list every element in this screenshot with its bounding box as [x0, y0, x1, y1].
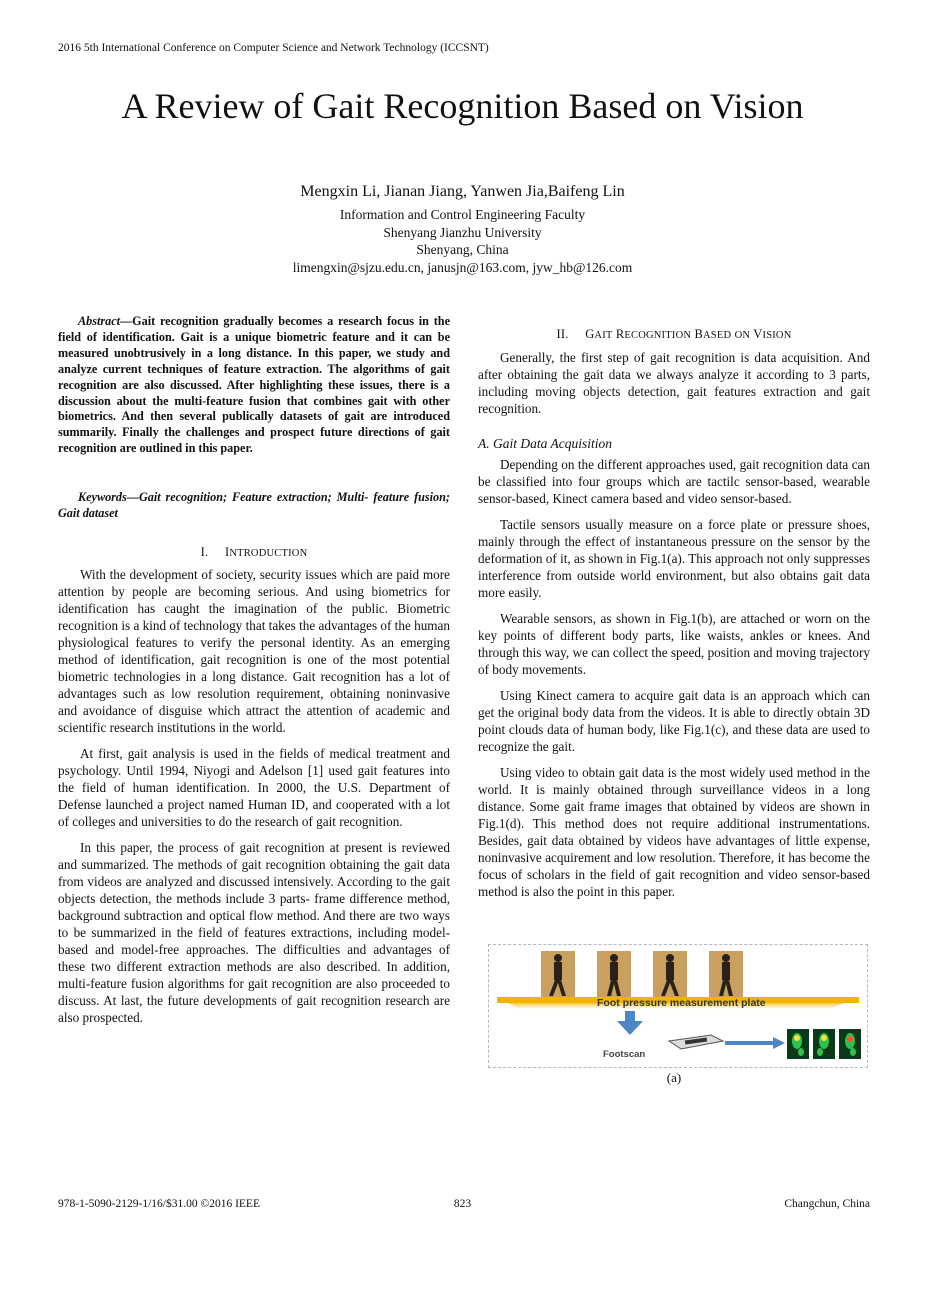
- section-number: I.: [200, 545, 209, 559]
- gait-paragraph-5: Using video to obtain gait data is the most widely used method in the world. It is mainly obtained through surveillance videos in a long distance. Some gait frame images that obtained by videos are shown in Fig.1(d). This method does not require additional instrumentations. Besides, gait data obtained by videos have advantages of little expense, noninvasive acquirement and low resolution. Therefore, it has become the focus of scholars in the field of gait recognition and video sensor-based method is also the point in this paper.: [478, 765, 870, 899]
- conference-header: 2016 5th International Conference on Computer Science and Network Technology (ICCSNT): [58, 42, 489, 54]
- abstract-dash: —: [119, 314, 133, 328]
- author-list: Mengxin Li, Jianan Jiang, Yanwen Jia,Baifeng Lin: [300, 183, 625, 200]
- footscan-illustration: [489, 945, 867, 1067]
- down-arrow-icon: [617, 1011, 643, 1035]
- section-gait-recognition: [478, 326, 870, 909]
- section2-word-ecognition: ECOGNITION: [624, 330, 692, 341]
- section2-word-on: ON: [734, 330, 751, 341]
- section2-initial-b: B: [694, 327, 704, 341]
- paper-title: A Review of Gait Recognition Based on Vision: [121, 86, 804, 126]
- section2-initial-g: G: [585, 327, 595, 341]
- section2-initial-r: R: [615, 327, 625, 341]
- walking-frames: [541, 951, 743, 997]
- section-title-rest: NTRODUCTION: [229, 548, 308, 559]
- abstract: [58, 314, 450, 457]
- section-heading-gait: [478, 326, 870, 344]
- section2-word-ased: ASED: [703, 330, 732, 341]
- abstract-label: Abstract: [78, 314, 120, 328]
- section2-intro: Generally, the first step of gait recognition is data acquisition. And after obtaining the gait data we always analyze it according to 3 parts, including moving objects detection, gait features extraction and gait recognition.: [478, 350, 870, 416]
- section-initial: I: [224, 545, 230, 559]
- affiliation: [0, 206, 925, 276]
- plate-label: Foot pressure measurement plate: [597, 997, 766, 1009]
- section2-number: II.: [556, 327, 569, 341]
- gait-paragraph-4: Using Kinect camera to acquire gait data is an approach which can get the original body data from the videos. It is able to directly obtain 3D point clouds data of human body, like Fig.1(c), and these data are used to recognize the gait.: [478, 688, 870, 754]
- section-introduction: [58, 544, 450, 1035]
- gait-paragraph-1: Depending on the different approaches used, gait recognition data can be classified into four groups which are tactilc sensor-based, wearable sensor-based, Kinect camera based and video sensor-based.: [478, 457, 870, 506]
- gait-paragraph-2: Tactile sensors usually measure on a force plate or pressure shoes, mainly through the effect of instantaneous pressure on the sensor by the deformation of it, as shown in Fig.1(a). This approach not only suppresses interference from outside world environment, but also obtains gait data more easily.: [478, 517, 870, 600]
- footprint-maps: [787, 1029, 861, 1059]
- affiliation-faculty: Information and Control Engineering Faculty: [339, 207, 586, 222]
- abstract-text: Gait recognition gradually becomes a research focus in the field of identification. Gait is a unique biometric feature and it can be measured unobtrusively in a long distance. In this paper, we study and analyze current techniques of feature extraction. The algorithms of gait recognition are also discussed. After highlighting these issues, there is a discussion about the multi-feature fusion that combines gait with other biometrics. And then several publically datasets of gait are introduced summarily. Finally the challenges and prospect future directions of gait recognition are outlined in this paper.: [58, 314, 450, 456]
- intro-paragraph-1: With the development of society, security issues which are paid more attention by people are becoming serious. And using biometrics for identification has caught the imagination of the public. Biometric recognition is a kind of technology that takes the advantages of the human physiological features to verify the personal identity. As an emerging method of identification, gait recognition is one of the most potential biometric technologies in a long distance. Gait recognition has a lot of advantages such as low resolution requirement, obtaining noninvasive and avoidance of disguise which attract the attention of academic and scientific research institutions in the world.: [58, 567, 450, 735]
- section-heading-introduction: [58, 544, 450, 562]
- figure-1a: [488, 944, 868, 1068]
- intro-paragraph-2: At first, gait analysis is used in the fields of medical treatment and psychology. Until 1994, Niyogi and Adelson [1] used gait features into the field of human identification. In 2000, the U.S. Department of Defense launched a project named Human ID, and cooperated with a lot of colleges and universities to do the research of gait recognition.: [58, 746, 450, 829]
- section2-word-ision: ISION: [762, 330, 792, 341]
- affiliation-city: Shenyang, China: [416, 242, 509, 257]
- section2-initial-v: V: [753, 327, 763, 341]
- affiliation-university: Shenyang Jianzhu University: [383, 224, 542, 240]
- keywords-label: Keywords: [78, 490, 127, 504]
- section2-word-ait: AIT: [594, 330, 613, 341]
- footer-location: Changchun, China: [784, 1198, 870, 1210]
- page-number: 823: [453, 1198, 472, 1210]
- keywords-text: —Gait recognition; Feature extraction; Multi- feature fusion; Gait dataset: [58, 490, 450, 520]
- figure-caption: (a): [666, 1070, 682, 1085]
- gait-paragraph-3: Wearable sensors, as shown in Fig.1(b), are attached or worn on the key points of different body parts, like waists, ankles or knees. And through this way, we can collect the speed, position and moving trajectory of body movements.: [478, 611, 870, 677]
- right-arrow-icon: [773, 1037, 785, 1049]
- author-emails: limengxin@sjzu.edu.cn, janusjn@163.com, jyw_hb@126.com: [292, 259, 633, 275]
- subsection-a-heading: A. Gait Data Acquisition: [478, 436, 612, 451]
- keywords: [58, 490, 450, 522]
- footer-isbn: 978-1-5090-2129-1/16/$31.00 ©2016 IEEE: [58, 1198, 260, 1210]
- device-label: Footscan: [603, 1049, 646, 1060]
- intro-paragraph-3: In this paper, the process of gait recognition at present is reviewed and summarized. The methods of gait recognition obtaining the gait data from videos are analyzed and discussed intensively. According to the gait objects detection, the methods include 3 parts- frame difference method, background subtraction and optical flow method. And there are two ways to be summarized in the field of features extractions, including model-based and model-free approaches. The difficulties and advantages of these two different extraction methods are also described. In addition, multi-feature fusion algorithms for gait recognition are also proceeded to discuss. At last, the future developments of gait recognition research are also prospected.: [58, 840, 450, 1025]
